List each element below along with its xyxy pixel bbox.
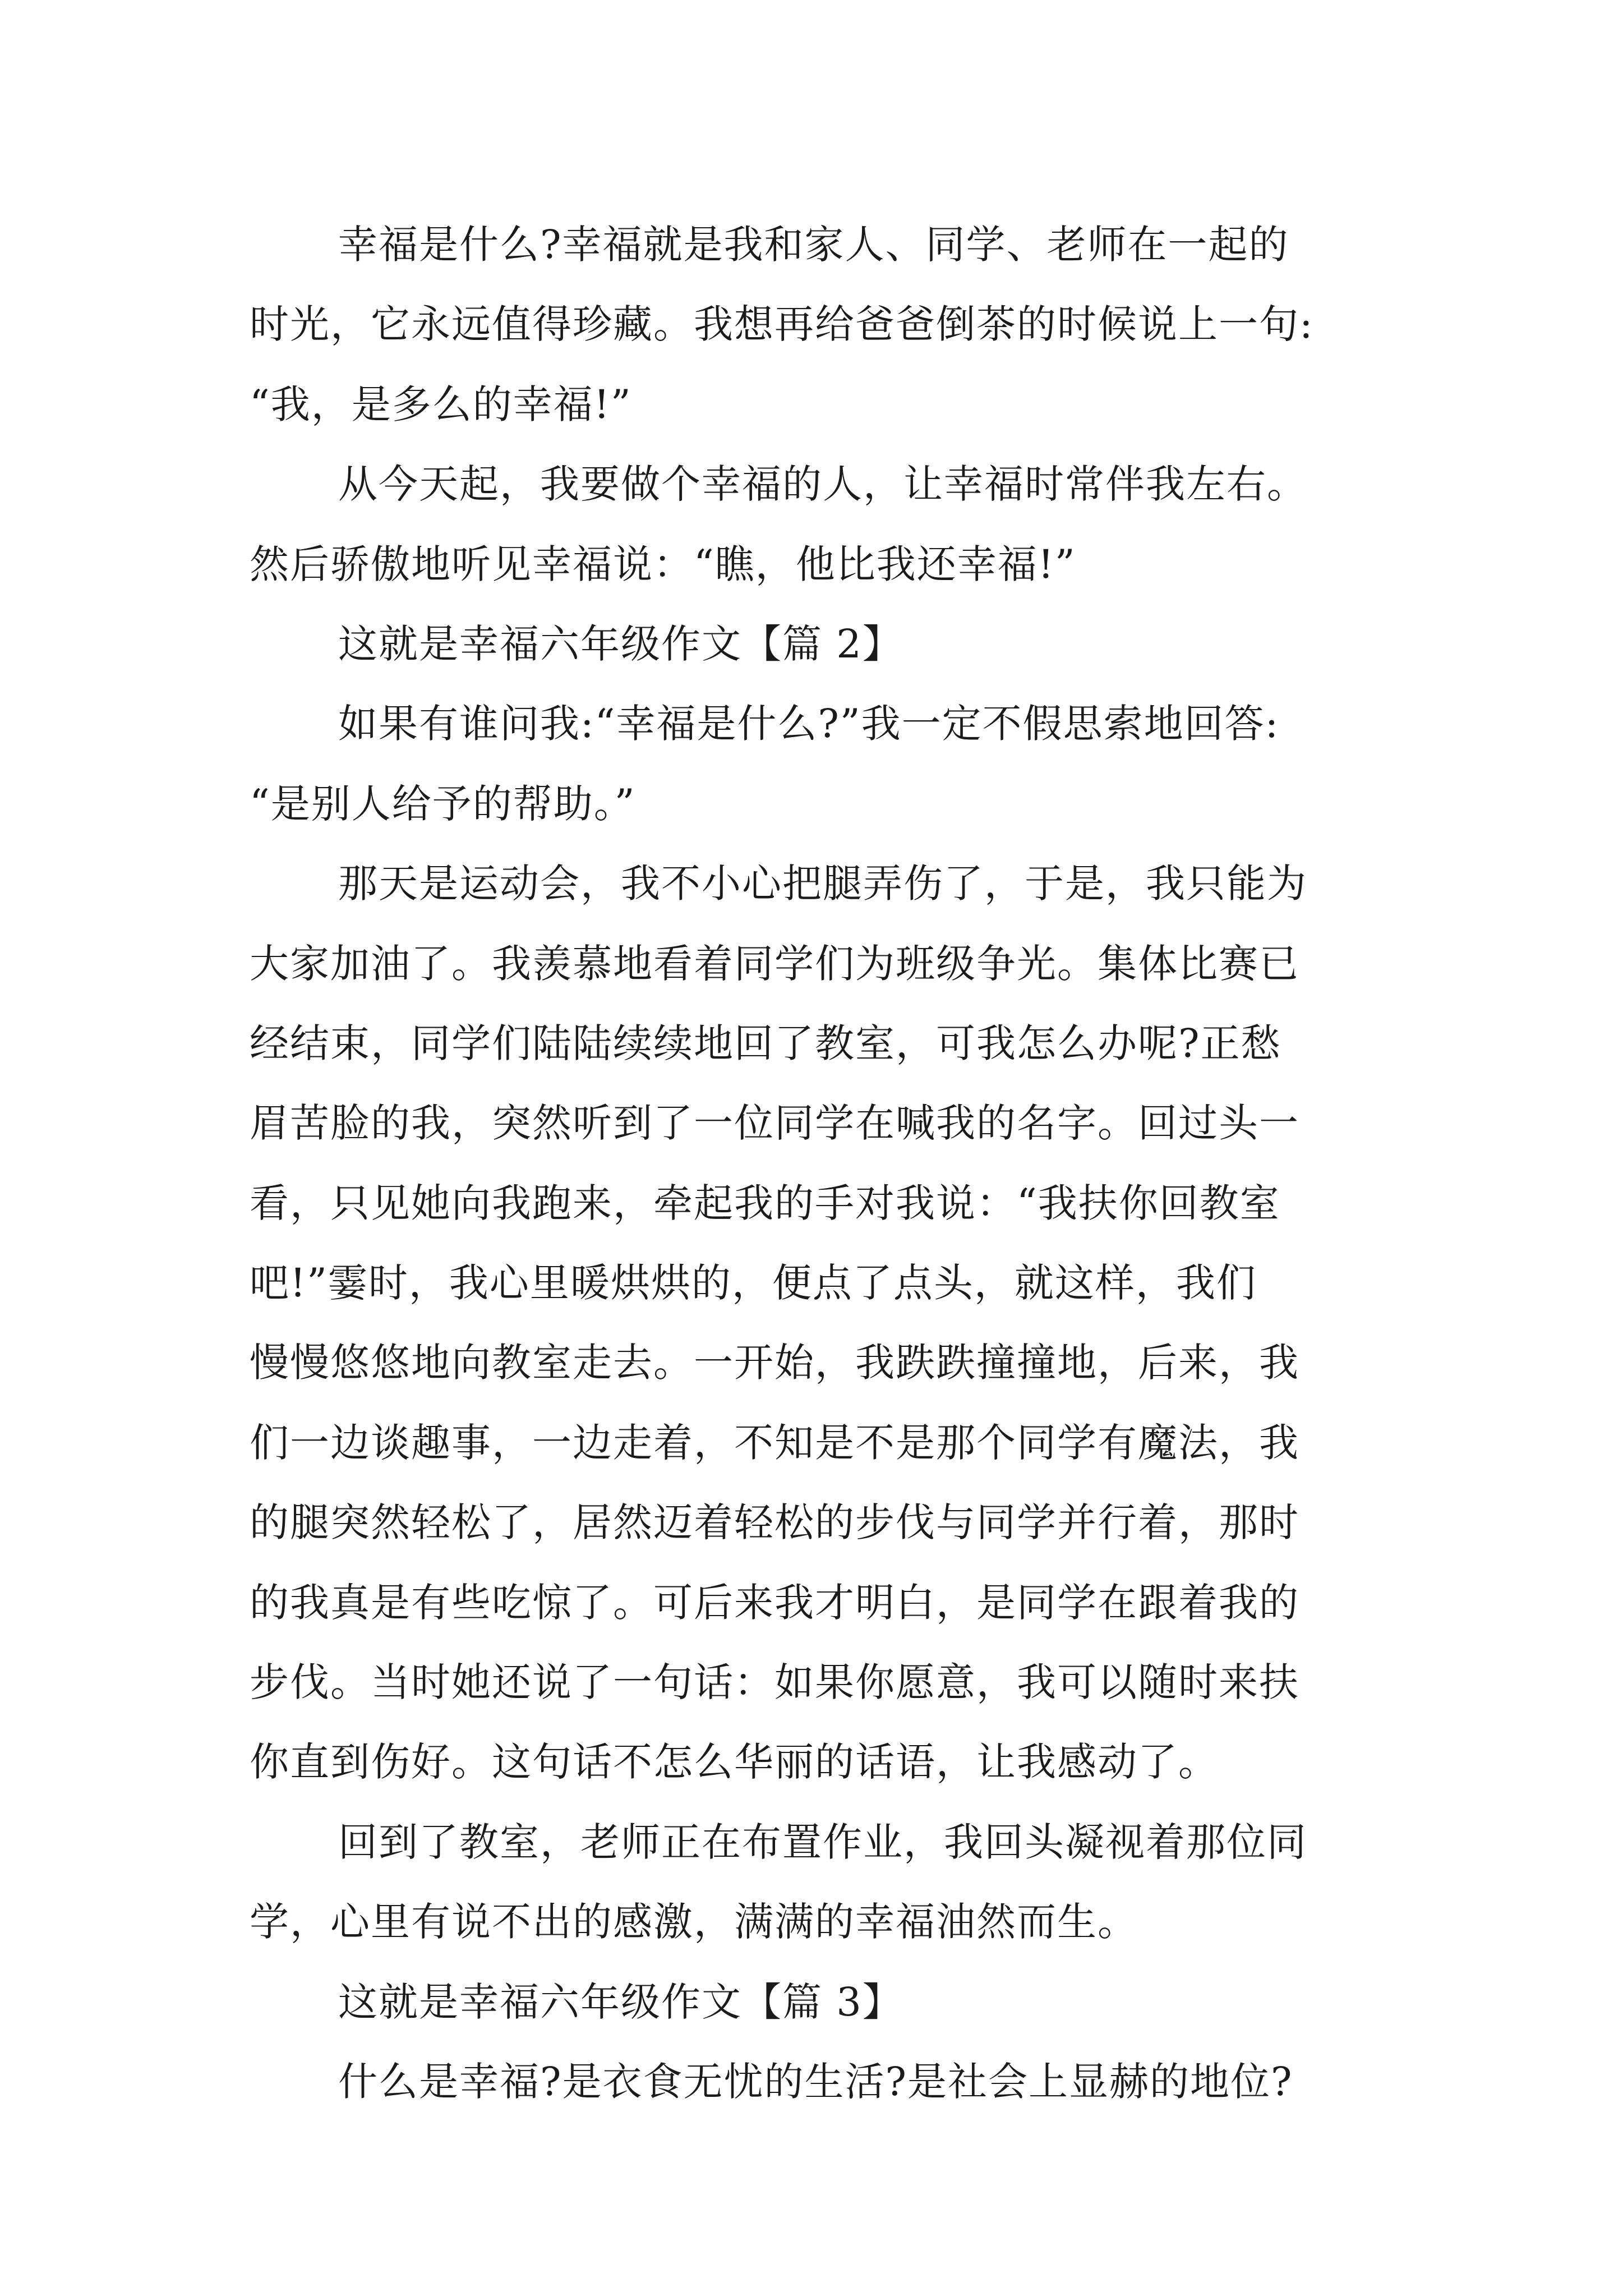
paragraph-line: 看，只见她向我跑来，牵起我的手对我说：“我扶你回教室: [250, 1180, 1280, 1226]
paragraph-line: 如果有谁问我:“幸福是什么?”我一定不假思索地回答:: [338, 701, 1280, 747]
section-heading: 这就是幸福六年级作文【篇 2】: [338, 620, 903, 667]
section-heading: 这就是幸福六年级作文【篇 3】: [338, 1978, 903, 2025]
paragraph-line: 经结束，同学们陆陆续续地回了教室，可我怎么办呢?正愁: [250, 1020, 1281, 1066]
paragraph-line: 从今天起，我要做个幸福的人，让幸福时常伴我左右。: [338, 461, 1307, 508]
paragraph-line: 然后骄傲地听见幸福说：“瞧，他比我还幸福!”: [250, 541, 1076, 587]
paragraph-line: “我，是多么的幸福!”: [250, 381, 632, 427]
paragraph-line: 眉苦脸的我，突然听到了一位同学在喊我的名字。回过头一: [250, 1100, 1299, 1147]
paragraph-line: 大家加油了。我羡慕地看着同学们为班级争光。集体比赛已: [250, 940, 1299, 987]
paragraph-line: 学，心里有说不出的感激，满满的幸福油然而生。: [250, 1899, 1138, 1945]
paragraph-line: 的腿突然轻松了，居然迈着轻松的步伐与同学并行着，那时: [250, 1499, 1299, 1546]
paragraph-line: 那天是运动会，我不小心把腿弄伤了，于是，我只能为: [338, 861, 1307, 907]
paragraph-line: 时光，它永远值得珍藏。我想再给爸爸倒茶的时候说上一句:: [250, 301, 1314, 348]
paragraph-line: 什么是幸福?是衣食无忧的生活?是社会上显赫的地位?: [338, 2058, 1293, 2105]
paragraph-line: 慢慢悠悠地向教室走去。一开始，我跌跌撞撞地，后来，我: [250, 1340, 1299, 1386]
essay-body: [250, 205, 1394, 2122]
paragraph-line: 的我真是有些吃惊了。可后来我才明白，是同学在跟着我的: [250, 1579, 1299, 1626]
paragraph-line: “是别人给予的帮助。”: [250, 780, 636, 827]
paragraph-line: 们一边谈趣事，一边走着，不知是不是那个同学有魔法，我: [250, 1419, 1299, 1466]
paragraph-line: 步伐。当时她还说了一句话：如果你愿意，我可以随时来扶: [250, 1659, 1299, 1706]
paragraph-line: 幸福是什么?幸福就是我和家人、同学、老师在一起的: [338, 222, 1289, 268]
paragraph-line: 回到了教室，老师正在布置作业，我回头凝视着那位同: [338, 1819, 1307, 1865]
paragraph-line: 吧!”霎时，我心里暖烘烘的，便点了点头，就这样，我们: [250, 1260, 1257, 1306]
paragraph-line: 你直到伤好。这句话不怎么华丽的话语，让我感动了。: [250, 1739, 1219, 1786]
